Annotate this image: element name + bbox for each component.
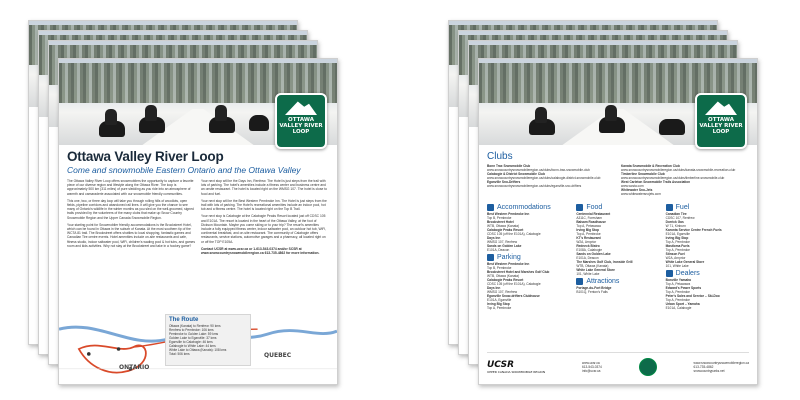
sponsor-footer: [487, 352, 749, 378]
contact-info: Contact UCSR at www.ucsr.ca or 1-613-543-0374 and/or SCSR at www.snowcountrysnowmobileregion.ca 613-735-4862 for more information.: [201, 246, 320, 256]
route-summary: The Route Ottawa (Kanata) to Renfrew: 90 kms Renfrew to Pembroke: 106 kms Pembroke to Golden Lake: 59 kms Golden Lake to Eganville: 37 kms Eganville to Calabogie: 46 kms Calabogie to White Lake: 44 kms White Lake to Ottawa (Kanata): 108 kms Total: 506 kms: [165, 314, 251, 366]
parking-heading: Parking: [487, 254, 570, 261]
scsr-logo: [639, 358, 657, 376]
fuel-pump-icon: [666, 204, 673, 211]
food-heading: Food: [576, 204, 659, 211]
accommodations-heading: Accommodations: [487, 204, 570, 211]
back-flyer-page: [478, 58, 758, 385]
dealers-heading: Dealers: [666, 270, 749, 277]
river-loop-logo: OTTAWA VALLEY RIVER LOOP: [695, 93, 747, 149]
clubs-list: Bonn Trax Snowmobile Club www.snowcountrysnowmobileregion.ca/clubs/bonn-trax-snowmobile-club Calabogie & District Snowmobile Club www.snowcountrysnowmobileregion.ca/clubs/calabogie-district-snowmobile-club Eganville Sno-Drifters www.snowcountrysnowmobileregion.ca/clubs/eganville-sno-drifters Kanata Snowmobile & Recreation Club www.snowcountrysnowmobileregion.ca/clubs/kanata-snowmobile-recreation-club Timberline Snowmobile Club www.snowcountrysnowmobileregion.ca/clubs/timberline-snowmobile-club West Carleton Snowmobile Trails Association www.wcsta.com Whitewater Sno-Jets www.whitewatersnojets.com: [487, 164, 736, 196]
attractions-heading: Attractions: [576, 278, 659, 285]
clubs-heading: Clubs: [487, 151, 513, 162]
front-flyer-page: [58, 58, 338, 385]
river-loop-logo: OTTAWA VALLEY RIVER LOOP: [275, 93, 327, 149]
scsr-contact: www.snowcountrysnowmobileregion.ca 613-735-4862 snowcountryparks.net: [693, 360, 749, 373]
services-column-2: Food Centennial Restaurant A311C, Foresham Balsam Roadhouse Top A, Petawawa Irving Big Stop Top A, Pembroke KT's Restaurant W2A, Arnprior Redneck Bistro E108A, Calabogie Sands on Golden Lake E101A, Deacon The Marshes Golf Club, Ironside Grill WTB, Ottawa (Kanata) White Lake General Store 101, White Lake Attractions Portage-du-Fort Bridge B101Q, Fenton's Falls: [576, 202, 659, 310]
right-flyer-stack: [448, 20, 758, 385]
services-column-1: Accommodations Best Western Pembroke Inn Top B, Pembroke Brookstreet Hotel WTB, Ottawa (Kanata) Calabogie Peaks Resort CDSC 105 (off the E101A), Calabogie Days Inn WMSG 107, Renfrew Sands on Golden Lake E101A, Deacon Parking Best Western Pembroke Inn Top B, Pembroke Brookstreet Hotel and Marshes Golf Club WTB, Ottawa (Kanata) Calabogie Peaks Resort CDSC 105 (off the E101A), Calabogie Days Inn WMSG 107, Renfrew Eganville Snow-drifters Clubhouse E101A, Eganville Irving Big Stop Top A, Pembroke: [487, 202, 570, 310]
ucsr-logo: UCSR UPPER CANADA SNOWMOBILE REGION: [487, 359, 546, 374]
map-label-quebec: QUEBEC: [264, 352, 292, 359]
text-column-1: The Ottawa Valley River Loop offers snowmobilers the opportunity to capture a favorite piece of our diverse region and lifestyle along the Ottawa River. The loop is approximately 500 km (311 miles) of pure sledding as you ride into an atmosphere of warmth and camaraderie associated with our snowmobile friendly communities. This one, two, or three day loop will take you through rolling hills of woodlots, open fields, pipeline corridors and abandoned rail lines. It will give you the chance to see many of Ontario's wildlife in the winter months as you sled on the well-groomed, signed trails provided by the volunteers of the many clubs that make up Snow Country Snowmobile Region and the Upper Canada Snowmobile Region. Your starting point for Snowmobiler friendly accommodations is the Brookstreet Hotel, which can be found in Ottawa in the suburb of Kanata. At the most southern tip of the WCTA 81 trail. The Brookstreet offers shuttles to local shopping, fantastic games and Canadian Tire centre events. Hotel amenities include on-site restaurants and cafe, fitness studio, indoor saltwater pool, WiFi, children's wading pool & hot tubs, and games room and kids activities. Why not stay at the Brookstreet and take in a hockey game?: [67, 179, 195, 248]
map-label-ontario: ONTARIO: [119, 364, 150, 371]
page-subtitle: Come and snowmobile Eastern Ontario and the Ottawa Valley: [67, 165, 301, 175]
fuel-heading: Fuel: [666, 204, 749, 211]
camera-icon: [576, 278, 583, 285]
services-column-3: Fuel Canadian Tire CDSC 107, Renfrew Dorrick Gas W 71, Kinburn Karonta Service Centre French Fuels E101A, Eganville Irving Big Stop Top A, Pembroke Mastloma Fuels Top A, Pembroke Stinson Fuel W2A, Arnprior White Lake General Store 101, White Lake Dealers Bonville Yamaha Top A, Petawawa Edward's Power Sports Top A, Pembroke Peter's Sales and Service – Ski-Doo Top A, Pembroke Urban Sport – Yamaha E101A, Calabogie: [666, 202, 749, 310]
fork-knife-icon: [576, 204, 583, 211]
snowmobile-icon: [666, 270, 673, 277]
parking-icon: [487, 254, 494, 261]
page-title: Ottawa Valley River Loop: [67, 149, 224, 164]
bed-icon: [487, 204, 494, 211]
ucsr-contact: www.ucsr.ca 613-543-0374 info@ucsr.ca: [581, 360, 602, 373]
left-flyer-stack: [28, 20, 338, 385]
text-column-2: Your next stop will be the Days Inn, Renfrew. The Hotel is just steps from the trail with lots of parking. The hotel's amenities include a fitness center and business centre and an onsite restaurant. The hotel is located right on the WMSG 107. The hotel is close to food and fuel. Your next stop will be the Best Western Pembroke Inn. The Hotel is just steps from the trail with lots of parking. The Hotel's recreational amenities include an indoor pool, hot tub and a fitness centre. The hotel is located right on the Top B Trail. Your next stop is Calabogie at the Calabogie Peaks Resort located just off CDSC 105 and E101A. The resort is located in the heart of the Ottawa Valley, at the foot of Dickson Mountain. Maybe you come skiing or to your trip? The resort's amenities include a fully equipped fitness center, indoor saltwater pool, an outdoor hot tub, WiFi, continental breakfast, and on-site restaurant. The community of Calabogie offers restaurants, service stations, automotive garages and a pharmacy, all located right on or off the TOP E105A. Contact UCSR at www.ucsr.ca or 1-613-543-0374 and/or SCSR at www.snowcountrysnowmobileregion.ca 613-735-4862 for more information.: [201, 179, 329, 258]
